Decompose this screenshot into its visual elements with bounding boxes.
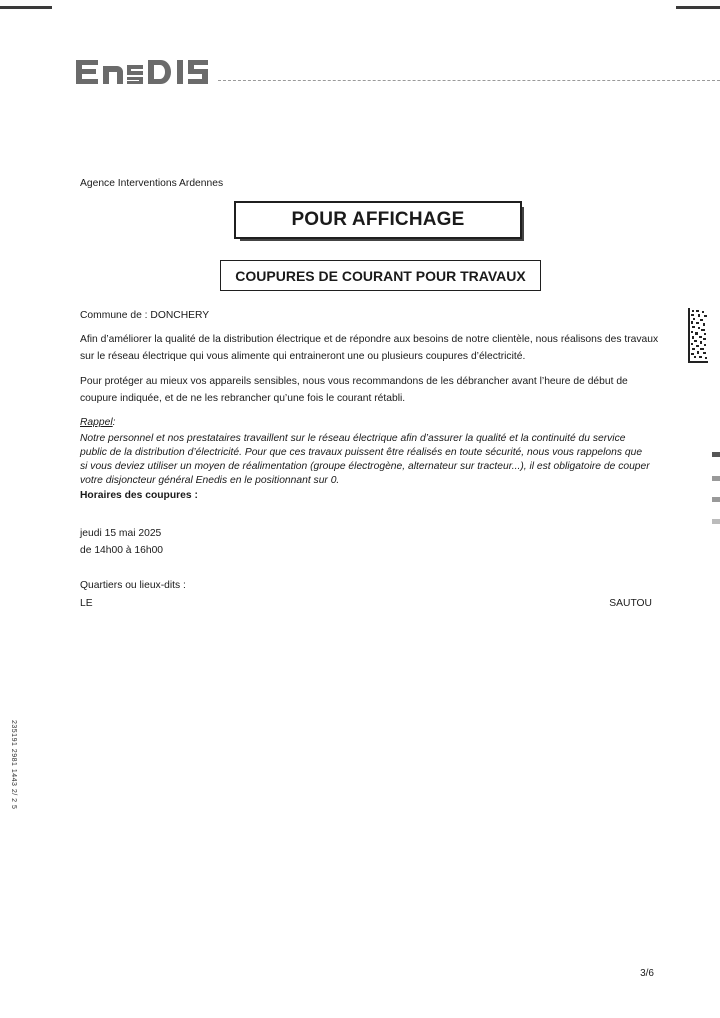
datamatrix-code [688, 308, 708, 363]
intro-paragraph: Afin d’améliorer la qualité de la distribution électrique et de répondre aux besoins de notre clientèle, nous réalisons des travaux sur le réseau électrique qui vous alimente qui entraineront une ou plusieurs coupures d’électricité. [80, 334, 659, 362]
side-reference-code: 235191 2981 1443 2/ 2 5 [10, 720, 17, 810]
pour-affichage-banner: POUR AFFICHAGE [234, 201, 522, 239]
outage-date: jeudi 15 mai 2025 [80, 528, 162, 539]
side-mark-2 [712, 476, 720, 481]
enedis-logo [74, 56, 214, 88]
side-mark-1 [712, 452, 720, 457]
horaires-heading: Horaires des coupures : [80, 490, 198, 501]
rappel-heading-text: Rappel [80, 417, 113, 428]
location-left: LE [80, 598, 93, 609]
rappel-paragraph: Notre personnel et nos prestataires travaillent sur le réseau électrique afin d’assurer la qualité et la continuité du service public de la distribution d’électricité. Pour que ces travaux puissent être réalisés en toute sécurité, nous vous rappelons que si vous deviez utiliser un moyen de réalimentation (groupe électrogène, alternateur sur tracteur...), il est obligatoire de couper votre disjoncteur général Enedis en le positionnant sur 0. [80, 433, 650, 486]
agency-name: Agence Interventions Ardennes [80, 178, 224, 189]
rappel-heading-colon: : [112, 417, 116, 428]
header-rule [218, 80, 720, 81]
outage-time: de 14h00 à 16h00 [80, 545, 164, 556]
page-number: 3/6 [640, 968, 654, 979]
rappel-heading [80, 417, 116, 428]
side-mark-3 [712, 497, 720, 502]
quartiers-heading: Quartiers ou lieux-dits : [80, 580, 186, 591]
location-right: SAUTOU [609, 598, 652, 609]
coupures-title: COUPURES DE COURANT POUR TRAVAUX [220, 260, 541, 291]
top-left-scan-mark [0, 6, 52, 9]
side-mark-4 [712, 519, 720, 524]
protection-paragraph: Pour protéger au mieux vos appareils sensibles, nous vous recommandons de les débrancher avant l’heure de début de coupure indiquée, et de ne les rebrancher qu’une fois le courant rétabli. [80, 376, 628, 404]
top-right-scan-mark [676, 6, 720, 9]
commune-line: Commune de : DONCHERY [80, 310, 210, 321]
